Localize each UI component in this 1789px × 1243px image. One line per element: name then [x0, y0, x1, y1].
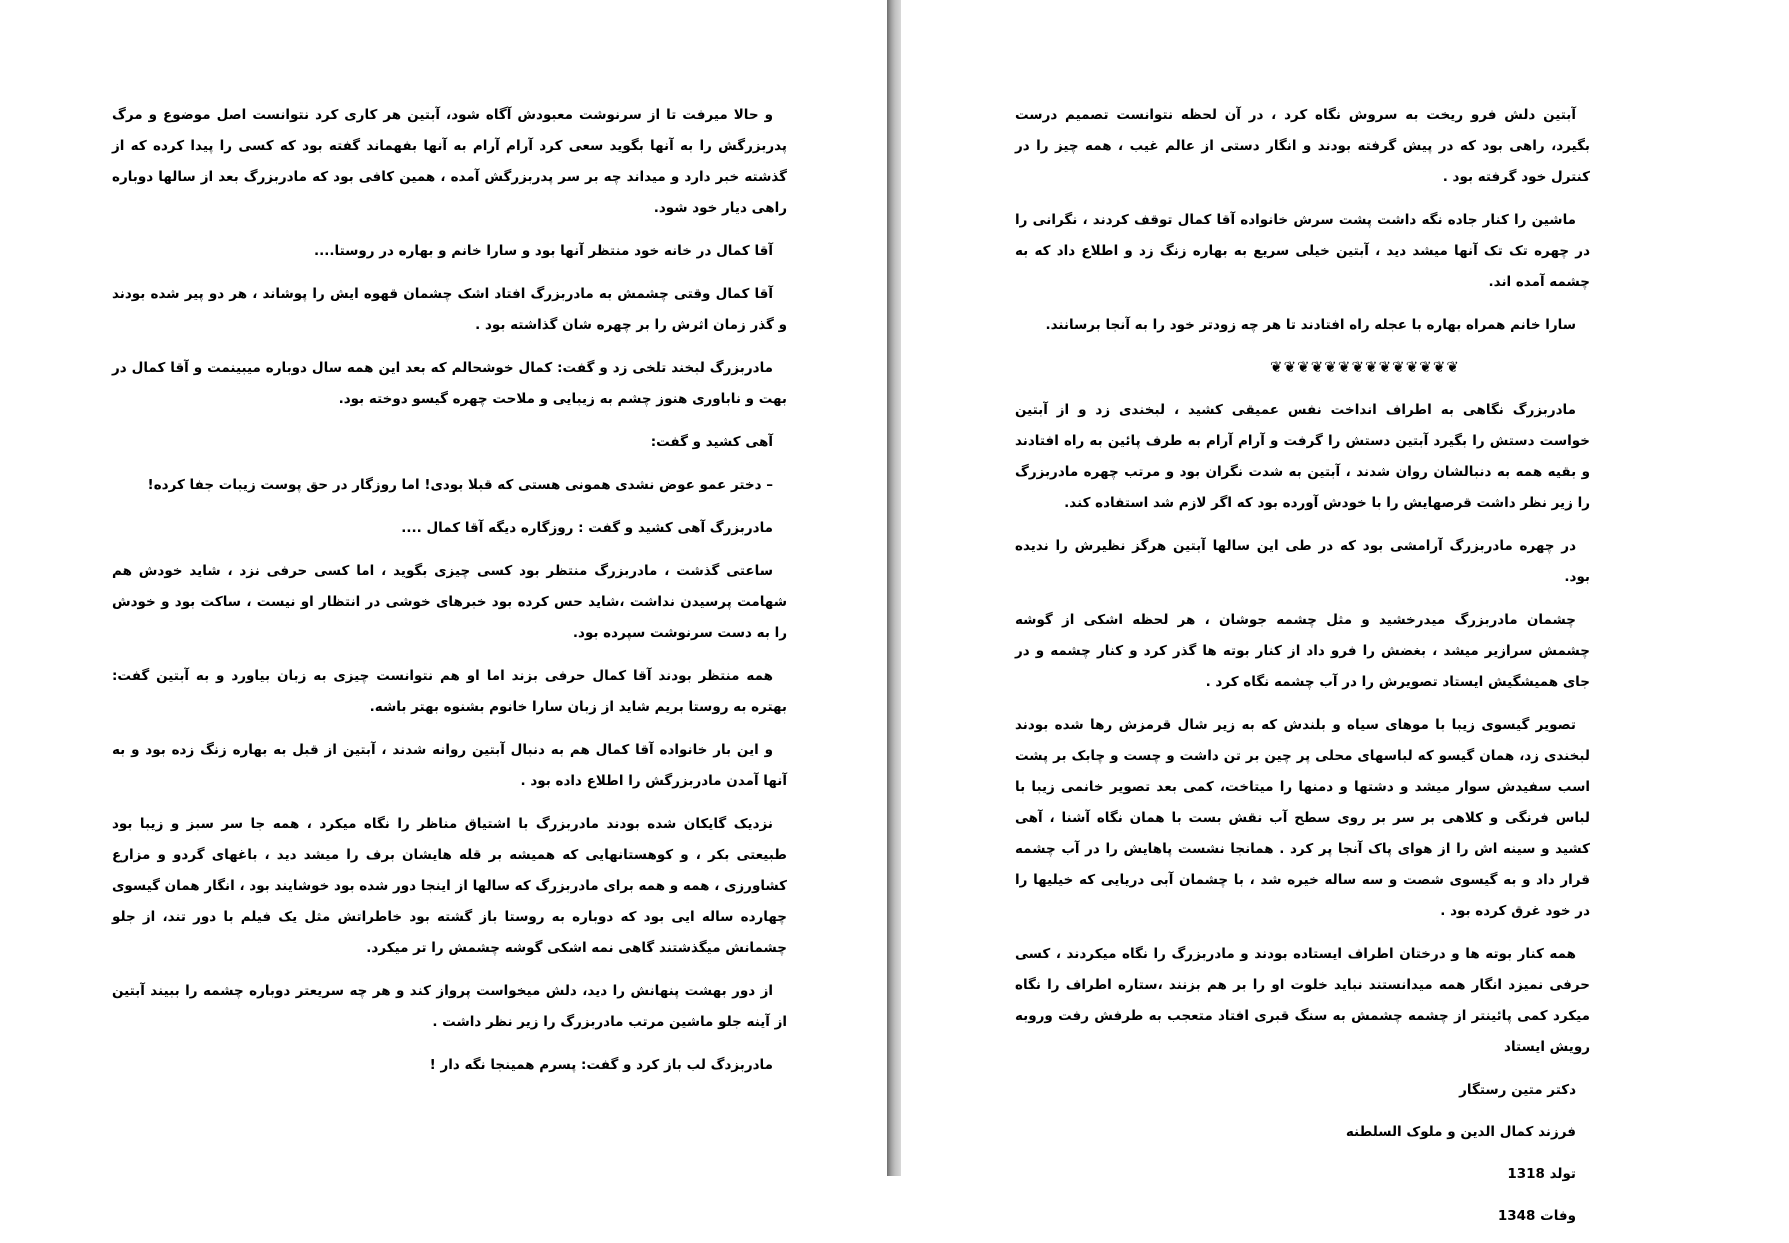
paragraph: آهی کشید و گفت: — [650, 434, 773, 450]
paragraph: مادربزرگ نگاهی به اطراف انداخت نفس عمیقی کشید ، لبخندی زد و از آبتین خواست دستش را بگیرد آبتین دستش را گرفت و آرام آرام به طرف پائین به راه افتادند و بقیه همه به دنبالشان روان شدند ، آبتین به شدت نگران بود و مرتب چهره مادربزرگ را زیر نظر داشت قرصهایش را با خودش آورده بود که اگر لازم شد استفاده کند. — [1015, 402, 1590, 511]
paragraph: آقا کمال وقتی چشمش به مادربزرگ افتاد اشک چشمان قهوه ایش را پوشاند ، هر دو پیر شده بودند و گذر زمان اثرش را بر چهره شان گذاشته بود . — [112, 286, 787, 333]
paragraph: آبتین دلش فرو ریخت به سروش نگاه کرد ، در آن لحظه نتوانست تصمیم درست بگیرد، راهی بود که در پیش گرفته بودند و انگار دستی از عالم غیب ، همه چیز را در کنترل خود گرفته بود . — [1015, 107, 1590, 185]
paragraph: مادربزدگ لب باز کرد و گفت: پسرم همینجا نگه دار ! — [429, 1057, 773, 1073]
paragraph: از دور بهشت پنهانش را دید، دلش میخواست پرواز کند و هر چه سریعتر دوباره چشمه را ببیند آبتین از آینه جلو ماشین مرتب مادربزرگ را زیر نظر داشت . — [112, 983, 787, 1030]
paragraph: و حالا میرفت تا از سرنوشت معبودش آگاه شود، آبتین هر کاری کرد نتوانست اصل موضوع و مرگ پدربزرگش را به آنها بگوید سعی کرد آرام آرام به آنها بفهماند گفته بود که کسی را پیدا کرده که از گذشته خبر دارد و میداند چه بر سر پدربزرگش آمده ، همین کافی بود که مادربزرگ بعد از سالها دوباره راهی دیار خود شود. — [112, 107, 787, 216]
paragraph: مادربزرگ آهی کشید و گفت : روزگاره دیگه آقا کمال .... — [401, 520, 773, 536]
paragraph: نزدیک گایکان شده بودند مادربزرگ با اشتیاق مناظر را نگاه میکرد ، همه جا سر سبز و زیبا بود طبیعتی بکر ، و کوهستانهایی که همیشه بر قله هایشان برف را میشد دید ، باغهای گردو و مزارع کشاورزی ، همه و همه برای مادربزرگ که سالها از اینجا دور شده بود خوشایند بود ، انگار همان گیسوی چهارده ساله ایی بود که دوباره به روستا باز گشته بود خاطراتش مثل یک فیلم با دور تند، از جلو چشمانش میگذشتند گاهی نمه اشکی گوشه چشمش را تر میکرد. — [112, 816, 787, 956]
page-gutter-divider — [887, 0, 901, 1176]
gravestone-name: دکتر متین رستگار — [1459, 1082, 1576, 1098]
paragraph: همه کنار بوته ها و درختان اطراف ایستاده بودند و مادربزرگ را نگاه میکردند ، کسی حرفی نمیزد انگار همه میدانستند نباید خلوت او را بر هم بزنند ،ستاره اطراف را نگاه میکرد کمی پائینتر از چشمه چشمش به سنگ قبری افتاد متعجب به طرفش رفت وروبه رویش ایستاد — [1015, 946, 1590, 1055]
paragraph: همه منتظر بودند آقا کمال حرفی بزند اما او هم نتوانست چیزی به زبان بیاورد و به آبتین گفت: بهتره به روستا بریم شاید از زبان سارا خانوم بشنوه بهتر باشه. — [112, 668, 787, 715]
paragraph: – دختر عمو عوض نشدی همونی هستی که قبلا بودی! اما روزگار در حق پوست زیبات جفا کرده! — [147, 477, 773, 493]
paragraph: چشمان مادربزرگ میدرخشید و مثل چشمه جوشان ، هر لحظه اشکی از گوشه چشمش سرازیر میشد ، بغضش را فرو داد از کنار بوته ها گذر کرد و کنار چشمه و در جای همیشگیش ایستاد تصویرش را در آب چشمه نگاه کرد . — [1015, 612, 1590, 690]
paragraph: سارا خانم همراه بهاره با عجله راه افتادند تا هر چه زودتر خود را به آنجا برسانند. — [1045, 317, 1576, 333]
section-separator-ornament: ❦❦❦❦❦❦❦❦❦❦❦❦❦❦ — [1270, 358, 1460, 376]
gravestone-death: وفات 1348 — [1497, 1208, 1576, 1224]
right-page — [901, 0, 1789, 1224]
paragraph: ساعتی گذشت ، مادربزرگ منتظر بود کسی چیزی بگوید ، اما کسی حرفی نزد ، شاید خودش هم شهامت پرسیدن نداشت ،شاید حس کرده بود خبرهای خوشی در انتظار او نیست ، ساکت بود و خودش را به دست سرنوشت سپرده بود. — [112, 563, 787, 641]
left-page-text — [112, 100, 787, 1093]
paragraph: و این بار خانواده آقا کمال هم به دنبال آبتین روانه شدند ، آبتین از قبل به بهاره زنگ زده بود و به آنها آمدن مادربزرگش را اطلاع داده بود . — [112, 742, 787, 789]
paragraph: تصویر گیسوی زیبا با موهای سیاه و بلندش که به زیر شال قرمزش رها شده بودند لبخندی زد، همان گیسو که لباسهای محلی پر چین بر تن داشت و چست و چابک بر پشت اسب سفیدش سوار میشد و دشتها و دمنها را میتاخت، کمی بعد تصویر خانمی زیبا با لباس فرنگی و کلاهی بر سر بر روی سطح آب نقش بست با همان نگاه آشنا ، آهی کشید و سینه اش را از هوای پاک آنجا پر کرد . همانجا نشست پاهایش را در آب چشمه قرار داد و به گیسوی شصت و سه ساله خیره شد ، با چشمان آبی دریایی که خیلیها را در خود غرق کرده بود . — [1015, 717, 1590, 919]
paragraph: در چهره مادربزرگ آرامشی بود که در طی این سالها آبتین هرگز نظیرش را ندیده بود. — [1015, 538, 1590, 585]
paragraph: آقا کمال در خانه خود منتظر آنها بود و سارا خانم و بهاره در روستا.... — [314, 243, 773, 259]
right-page-text — [1015, 100, 1590, 1243]
gravestone-parents: فرزند کمال الدین و ملوک السلطنه — [1345, 1124, 1576, 1140]
gravestone-birth: تولد 1318 — [1507, 1166, 1576, 1182]
paragraph: مادربزرگ لبخند تلخی زد و گفت: کمال خوشحالم که بعد این همه سال دوباره میبینمت و آقا کمال در بهت و ناباوری هنوز چشم به زیبایی و ملاحت چهره گیسو دوخته بود. — [112, 360, 787, 407]
paragraph: ماشین را کنار جاده نگه داشت پشت سرش خانواده آقا کمال توقف کردند ، نگرانی را در چهره تک تک آنها میشد دید ، آبتین خیلی سریع به بهاره زنگ زد و اطلاع داد که به چشمه آمده اند. — [1015, 212, 1590, 290]
left-page — [0, 0, 887, 1176]
